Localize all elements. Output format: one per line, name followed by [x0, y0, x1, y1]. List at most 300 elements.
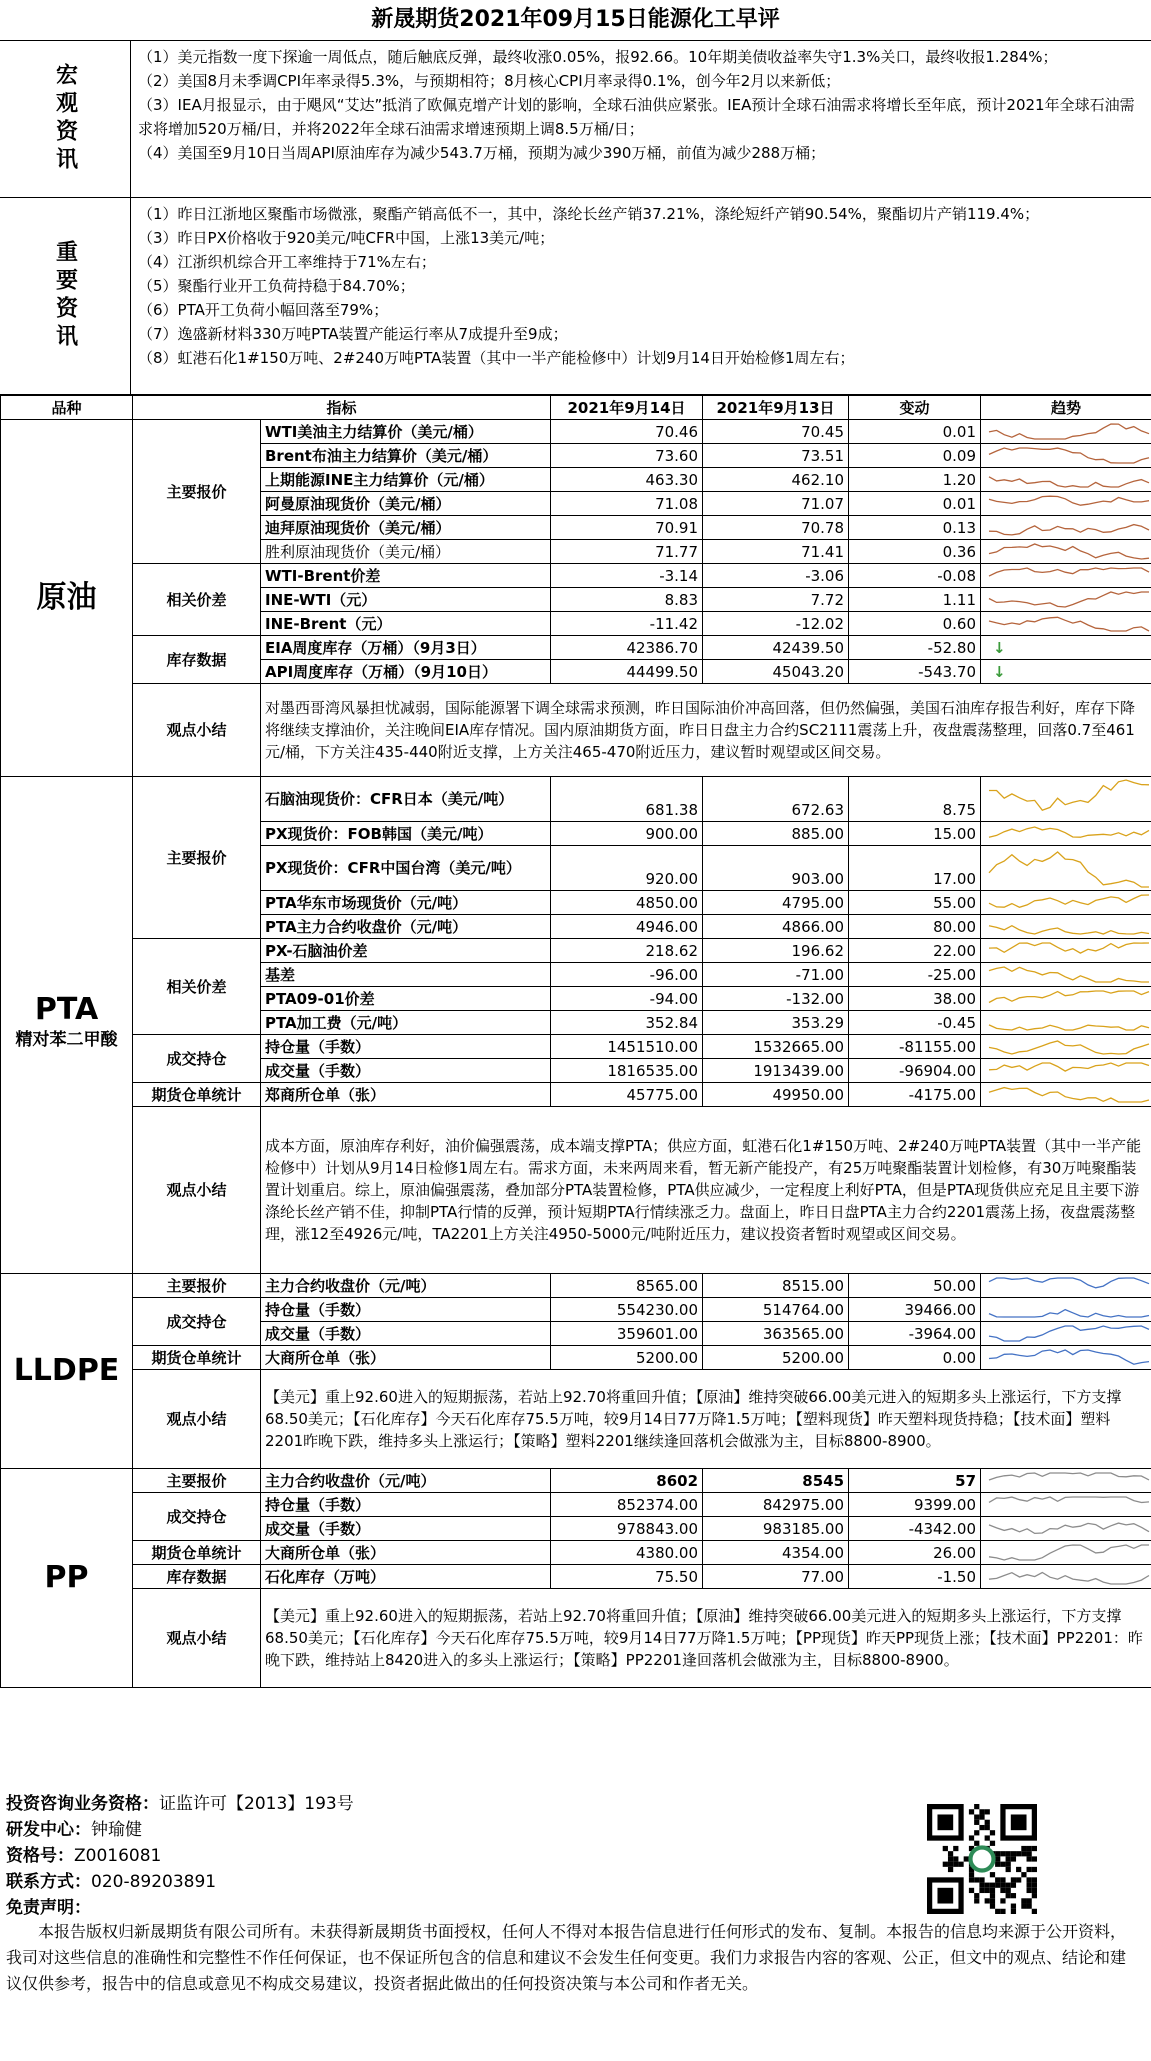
down-arrow-icon: ↓	[993, 662, 1006, 681]
table-row	[1, 1298, 1151, 1322]
change-cell: -4175.00	[849, 1083, 981, 1107]
value-cell: 1816535.00	[551, 1059, 703, 1083]
trend-cell	[981, 540, 1151, 564]
trend-line	[989, 1278, 1149, 1288]
view-label: 观点小结	[133, 1589, 261, 1688]
value-cell: -11.42	[551, 612, 703, 636]
value-cell: 363565.00	[703, 1322, 849, 1346]
category-cell: 库存数据	[133, 1565, 261, 1589]
category-cell: 库存数据	[133, 636, 261, 684]
trend-line	[989, 477, 1149, 487]
indicator-cell: 持仓量（手数）	[261, 1493, 551, 1517]
trend-line	[989, 1063, 1149, 1071]
macro-news-block	[0, 41, 1151, 198]
change-cell: 0.01	[849, 420, 981, 444]
trend-sparkline	[985, 846, 1151, 890]
category-cell: 主要报价	[133, 777, 261, 939]
trend-line	[989, 943, 1149, 953]
change-cell: 15.00	[849, 822, 981, 846]
change-cell: 50.00	[849, 1274, 981, 1298]
change-cell: 8.75	[849, 777, 981, 822]
value-cell: 45043.20	[703, 660, 849, 684]
macro-news-item: （1）美元指数一度下探逾一周低点，随后触底反弹，最终收涨0.05%，报92.66。10年期美债收益率失守1.3%关口，最终收报1.284%；	[138, 48, 1058, 66]
indicator-cell: 主力合约收盘价（元/吨）	[261, 1469, 551, 1493]
trend-line	[989, 525, 1149, 535]
trend-line	[989, 496, 1149, 505]
down-arrow-icon: ↓	[993, 638, 1006, 657]
trend-sparkline	[985, 777, 1151, 821]
trend-cell	[981, 1322, 1151, 1346]
indicator-cell: 持仓量（手数）	[261, 1298, 551, 1322]
change-cell: -543.70	[849, 660, 981, 684]
qr-code-icon	[927, 1804, 1037, 1914]
value-cell: -94.00	[551, 987, 703, 1011]
product-name: PP	[44, 1560, 89, 1595]
table-row	[1, 777, 1151, 822]
indicator-cell: 大商所仓单（张）	[261, 1346, 551, 1370]
cert-value: Z0016081	[74, 1846, 162, 1866]
value-cell: 70.45	[703, 420, 849, 444]
trend-sparkline	[985, 1566, 1151, 1587]
trend-sparkline	[985, 1299, 1151, 1320]
important-news-item: （5）聚酯行业开工负荷持稳于84.70%；	[138, 277, 415, 295]
trend-cell	[981, 822, 1151, 846]
view-row	[1, 1370, 1151, 1469]
trend-line	[989, 1025, 1149, 1030]
center-value: 钟瑜健	[91, 1820, 142, 1840]
indicator-cell: WTI美油主力结算价（美元/桶）	[261, 420, 551, 444]
product-name: PTA	[34, 992, 99, 1027]
category-cell: 期货仓单统计	[133, 1346, 261, 1370]
value-cell: 70.91	[551, 516, 703, 540]
change-cell: 80.00	[849, 915, 981, 939]
trend-line	[989, 544, 1149, 559]
trend-cell	[981, 987, 1151, 1011]
trend-cell	[981, 444, 1151, 468]
trend-cell	[981, 612, 1151, 636]
trend-sparkline	[985, 1518, 1151, 1539]
macro-news-label: 宏观资讯	[52, 63, 78, 175]
value-cell: 5200.00	[551, 1346, 703, 1370]
value-cell: 42386.70	[551, 636, 703, 660]
trend-line	[989, 1350, 1149, 1364]
table-row	[1, 420, 1151, 444]
value-cell: 983185.00	[703, 1517, 849, 1541]
trend-sparkline	[985, 1084, 1151, 1105]
trend-sparkline	[985, 613, 1151, 634]
trend-cell	[981, 915, 1151, 939]
trend-cell	[981, 1035, 1151, 1059]
table-row	[1, 564, 1151, 588]
value-cell: -132.00	[703, 987, 849, 1011]
indicator-cell: INE-WTI（元）	[261, 588, 551, 612]
trend-sparkline	[985, 1275, 1151, 1296]
value-cell: 49950.00	[703, 1083, 849, 1107]
important-news-item: （6）PTA开工负荷小幅回落至79%；	[138, 301, 389, 319]
trend-line	[989, 991, 1149, 1003]
trend-sparkline	[985, 892, 1151, 913]
value-cell: 218.62	[551, 939, 703, 963]
change-cell: 1.20	[849, 468, 981, 492]
value-cell: 4354.00	[703, 1541, 849, 1565]
trend-cell	[981, 1298, 1151, 1322]
table-row	[1, 1035, 1151, 1059]
change-cell: 0.09	[849, 444, 981, 468]
value-cell: 920.00	[551, 846, 703, 891]
report-title: 新晟期货2021年09月15日能源化工早评	[0, 0, 1151, 41]
change-cell: 22.00	[849, 939, 981, 963]
value-cell: -12.02	[703, 612, 849, 636]
value-cell: -71.00	[703, 963, 849, 987]
trend-cell	[981, 1565, 1151, 1589]
center-label: 研发中心：	[6, 1820, 91, 1840]
trend-cell	[981, 1083, 1151, 1107]
important-news-label: 重要资讯	[52, 240, 78, 352]
indicator-cell: WTI-Brent价差	[261, 564, 551, 588]
product-cell	[1, 1469, 133, 1688]
data-table	[0, 395, 1151, 1688]
product-cell	[1, 1274, 133, 1469]
indicator-cell: 郑商所仓单（张）	[261, 1083, 551, 1107]
trend-sparkline	[985, 1347, 1151, 1368]
trend-cell	[981, 1469, 1151, 1493]
trend-line	[989, 827, 1149, 837]
indicator-cell: 主力合约收盘价（元/吨）	[261, 1274, 551, 1298]
important-news-item: （7）逸盛新材料330万吨PTA装置产能运行率从7成提升至9成；	[138, 325, 568, 343]
indicator-cell: 胜利原油现货价（美元/桶）	[261, 540, 551, 564]
table-row	[1, 1565, 1151, 1589]
product-name: LLDPE	[13, 1353, 120, 1388]
value-cell: 70.78	[703, 516, 849, 540]
change-cell: 0.13	[849, 516, 981, 540]
trend-sparkline	[985, 445, 1151, 466]
table-row	[1, 1274, 1151, 1298]
trend-cell	[981, 468, 1151, 492]
value-cell: 71.41	[703, 540, 849, 564]
value-cell: 75.50	[551, 1565, 703, 1589]
indicator-cell: 基差	[261, 963, 551, 987]
trend-sparkline	[985, 565, 1151, 586]
trend-cell	[981, 588, 1151, 612]
footer	[0, 1792, 1151, 2061]
disclaimer-label: 免责声明：	[6, 1898, 91, 1918]
indicator-cell: 持仓量（手数）	[261, 1035, 551, 1059]
change-cell: 0.01	[849, 492, 981, 516]
category-cell: 相关价差	[133, 939, 261, 1035]
trend-cell	[981, 420, 1151, 444]
trend-sparkline	[985, 1470, 1151, 1491]
change-cell: 1.11	[849, 588, 981, 612]
value-cell: 8565.00	[551, 1274, 703, 1298]
indicator-cell: PTA主力合约收盘价（元/吨）	[261, 915, 551, 939]
value-cell: 8515.00	[703, 1274, 849, 1298]
trend-line	[989, 852, 1149, 887]
value-cell: 1913439.00	[703, 1059, 849, 1083]
value-cell: 359601.00	[551, 1322, 703, 1346]
indicator-cell: 成交量（手数）	[261, 1322, 551, 1346]
header-date2: 2021年9月13日	[703, 396, 849, 420]
indicator-cell: 成交量（手数）	[261, 1517, 551, 1541]
value-cell: -96.00	[551, 963, 703, 987]
change-cell: 39466.00	[849, 1298, 981, 1322]
change-cell: -25.00	[849, 963, 981, 987]
change-cell: -0.08	[849, 564, 981, 588]
trend-cell	[981, 1517, 1151, 1541]
license-value: 证监许可【2013】193号	[159, 1794, 354, 1814]
category-cell: 期货仓单统计	[133, 1541, 261, 1565]
indicator-cell: 上期能源INE主力结算价（元/桶）	[261, 468, 551, 492]
trend-cell	[981, 660, 1151, 684]
header-date1: 2021年9月14日	[551, 396, 703, 420]
change-cell: 38.00	[849, 987, 981, 1011]
trend-cell	[981, 1274, 1151, 1298]
indicator-cell: 大商所仓单（张）	[261, 1541, 551, 1565]
macro-news-item: （2）美国8月未季调CPI年率录得5.3%，与预期相符；8月核心CPI月率录得0.1%，创今年2月以来新低；	[138, 72, 841, 90]
macro-news-item: （4）美国至9月10日当周API原油库存为减少543.7万桶，预期为减少390万桶，前值为减少288万桶；	[138, 144, 826, 162]
indicator-cell: PTA加工费（元/吨）	[261, 1011, 551, 1035]
value-cell: 73.60	[551, 444, 703, 468]
value-cell: 900.00	[551, 822, 703, 846]
value-cell: 8545	[703, 1469, 849, 1493]
table-row	[1, 1469, 1151, 1493]
trend-cell	[981, 1059, 1151, 1083]
trend-sparkline	[985, 1060, 1151, 1081]
view-label: 观点小结	[133, 1370, 261, 1469]
category-cell: 主要报价	[133, 420, 261, 564]
value-cell: 352.84	[551, 1011, 703, 1035]
trend-sparkline	[985, 517, 1151, 538]
indicator-cell: PX-石脑油价差	[261, 939, 551, 963]
change-cell: 57	[849, 1469, 981, 1493]
value-cell: 1451510.00	[551, 1035, 703, 1059]
trend-cell	[981, 1346, 1151, 1370]
header-product: 品种	[1, 396, 133, 420]
important-news-content	[132, 198, 1147, 374]
category-cell: 成交持仓	[133, 1298, 261, 1346]
trend-sparkline	[985, 940, 1151, 961]
trend-sparkline	[985, 1036, 1151, 1057]
value-cell: 353.29	[703, 1011, 849, 1035]
change-cell: 0.00	[849, 1346, 981, 1370]
product-cell	[1, 420, 133, 777]
value-cell: 4866.00	[703, 915, 849, 939]
trend-line	[989, 895, 1149, 907]
trend-line	[989, 1497, 1149, 1503]
trend-line	[989, 780, 1149, 810]
indicator-cell: PTA华东市场现货价（元/吨）	[261, 891, 551, 915]
trend-sparkline	[985, 916, 1151, 937]
category-cell: 成交持仓	[133, 1035, 261, 1083]
value-cell: 681.38	[551, 777, 703, 822]
change-cell: -52.80	[849, 636, 981, 660]
view-summary: 【美元】重上92.60进入的短期振荡，若站上92.70将重回升值；【原油】维持突破66.00美元进入的短期多头上涨运行，下方支撑68.50美元；【石化库存】今天石化库存75.5万吨，较9月14日77万降1.5万吨；【PP现货】昨天PP现货上涨；【技术面】PP2201：昨晚下跌，维持站上8420进入的多头上涨运行；【策略】PP2201逢回落机会做涨为主，目标8800-8900。	[261, 1589, 1151, 1688]
trend-line	[989, 424, 1149, 439]
indicator-cell: PTA09-01价差	[261, 987, 551, 1011]
value-cell: 978843.00	[551, 1517, 703, 1541]
value-cell: 42439.50	[703, 636, 849, 660]
table-row	[1, 636, 1151, 660]
macro-news-item: （3）IEA月报显示，由于飓风“艾达”抵消了欧佩克增产计划的影响，全球石油供应紧张。IEA预计全球石油需求将增长至年底，预计2021年全球石油需求将增加520万桶/日，并将2022年全球石油需求增速预期上调8.5万桶/日；	[138, 96, 1135, 138]
trend-sparkline	[985, 823, 1151, 844]
value-cell: 885.00	[703, 822, 849, 846]
trend-sparkline	[985, 589, 1151, 610]
value-cell: 44499.50	[551, 660, 703, 684]
value-cell: 463.30	[551, 468, 703, 492]
trend-cell	[981, 636, 1151, 660]
view-row	[1, 684, 1151, 777]
trend-cell	[981, 1541, 1151, 1565]
change-cell: 0.60	[849, 612, 981, 636]
value-cell: 45775.00	[551, 1083, 703, 1107]
change-cell: 9399.00	[849, 1493, 981, 1517]
table-row	[1, 1083, 1151, 1107]
indicator-cell: 迪拜原油现货价（美元/桶）	[261, 516, 551, 540]
trend-cell	[981, 564, 1151, 588]
value-cell: -3.14	[551, 564, 703, 588]
value-cell: 514764.00	[703, 1298, 849, 1322]
view-summary: 成本方面，原油库存利好，油价偏强震荡，成本端支撑PTA；供应方面，虹港石化1#150万吨、2#240万吨PTA装置（其中一半产能检修中）计划从9月14日检修1周左右。需求方面，未来两周来看，暂无新产能投产，有25万吨聚酯装置计划检修，有30万吨聚酯装置计划重启。综上，原油偏强震荡，叠加部分PTA装置检修，PTA供应减少，一定程度上利好PTA，但是PTA现货供应充足且主要下游涤纶长丝产销不佳，抑制PTA行情的反弹，预计短期PTA行情续涨乏力。盘面上，昨日日盘PTA主力合约2201震荡上扬，夜盘震荡整理，涨12至4926元/吨，TA2201上方关注4950-5000元/吨附近压力，建议投资者暂时观望或区间交易。	[261, 1107, 1151, 1274]
indicator-cell: 石脑油现货价：CFR日本（美元/吨）	[261, 777, 551, 822]
trend-sparkline	[985, 1323, 1151, 1344]
change-cell: 0.36	[849, 540, 981, 564]
header-trend: 趋势	[981, 396, 1151, 420]
value-cell: 554230.00	[551, 1298, 703, 1322]
view-summary: 【美元】重上92.60进入的短期振荡，若站上92.70将重回升值；【原油】维持突破66.00美元进入的短期多头上涨运行，下方支撑68.50美元；【石化库存】今天石化库存75.5万吨，较9月14日77万降1.5万吨；【塑料现货】昨天塑料现货持稳；【技术面】塑料2201昨晚下跌，维持多头上涨运行；【策略】塑料2201继续逢回落机会做涨为主，目标8800-8900。	[261, 1370, 1151, 1469]
change-cell: -4342.00	[849, 1517, 981, 1541]
value-cell: 852374.00	[551, 1493, 703, 1517]
trend-cell	[981, 891, 1151, 915]
view-label: 观点小结	[133, 1107, 261, 1274]
value-cell: 672.63	[703, 777, 849, 822]
table-header-row	[1, 396, 1151, 420]
trend-line	[989, 1041, 1149, 1054]
indicator-cell: PX现货价：CFR中国台湾（美元/吨）	[261, 846, 551, 891]
trend-line	[989, 568, 1149, 576]
trend-sparkline	[985, 988, 1151, 1009]
value-cell: 903.00	[703, 846, 849, 891]
category-cell: 主要报价	[133, 1469, 261, 1493]
indicator-cell: 成交量（手数）	[261, 1059, 551, 1083]
product-cell	[1, 777, 133, 1274]
category-cell: 期货仓单统计	[133, 1083, 261, 1107]
value-cell: -3.06	[703, 564, 849, 588]
view-summary: 对墨西哥湾风暴担忧减弱，国际能源署下调全球需求预测，昨日国际油价冲高回落，但仍然偏强，美国石油库存报告利好，库存下降将继续支撑油价，关注晚间EIA库存情况。国内原油期货方面，昨日日盘主力合约SC2111震荡上升，夜盘震荡整理，回落0.7至461元/桶，下方关注435-440附近支撑，上方关注465-470附近压力，建议暂时观望或区间交易。	[261, 684, 1151, 777]
macro-news-content	[132, 41, 1147, 169]
trend-line	[989, 1473, 1149, 1480]
trend-sparkline	[985, 469, 1151, 490]
value-cell: 5200.00	[703, 1346, 849, 1370]
value-cell: 462.10	[703, 468, 849, 492]
indicator-cell: 石化库存（万吨）	[261, 1565, 551, 1589]
trend-line	[989, 1310, 1149, 1317]
trend-line	[989, 617, 1149, 631]
value-cell: 1532665.00	[703, 1035, 849, 1059]
value-cell: 7.72	[703, 588, 849, 612]
indicator-cell: API周度库存（万桶）（9月10日）	[261, 660, 551, 684]
trend-cell	[981, 516, 1151, 540]
trend-sparkline	[985, 493, 1151, 514]
important-news-block	[0, 198, 1151, 395]
indicator-cell: 阿曼原油现货价（美元/桶）	[261, 492, 551, 516]
indicator-cell: EIA周度库存（万桶）（9月3日）	[261, 636, 551, 660]
value-cell: 4795.00	[703, 891, 849, 915]
view-row	[1, 1589, 1151, 1688]
change-cell: -96904.00	[849, 1059, 981, 1083]
value-cell: 73.51	[703, 444, 849, 468]
license-label: 投资咨询业务资格：	[6, 1794, 159, 1814]
category-cell: 主要报价	[133, 1274, 261, 1298]
change-cell: -1.50	[849, 1565, 981, 1589]
change-cell: -0.45	[849, 1011, 981, 1035]
value-cell: 71.08	[551, 492, 703, 516]
change-cell: 26.00	[849, 1541, 981, 1565]
view-label: 观点小结	[133, 684, 261, 777]
important-news-item: （8）虹港石化1#150万吨、2#240万吨PTA装置（其中一半产能检修中）计划9月14日开始检修1周左右；	[138, 349, 855, 367]
disclaimer-text: 本报告版权归新晟期货有限公司所有。未获得新晟期货书面授权，任何人不得对本报告信息进行任何形式的发布、复制。本报告的信息均来源于公开资料，我司对这些信息的准确性和完整性不作任何保证，也不保证所包含的信息和建议不会发生任何变更。我们力求报告内容的客观、公正，但文中的观点、结论和建议仅供参考，报告中的信息或意见不构成交易建议，投资者据此做出的任何投资决策与本公司和作者无关。	[6, 1922, 1127, 1993]
value-cell: 4946.00	[551, 915, 703, 939]
change-cell: 17.00	[849, 846, 981, 891]
important-news-item: （3）昨日PX价格收于920美元/吨CFR中国，上涨13美元/吨；	[138, 229, 555, 247]
trend-sparkline	[985, 1542, 1151, 1563]
product-subname: 精对苯二甲酸	[15, 1030, 118, 1050]
trend-line	[989, 1088, 1149, 1102]
trend-line	[989, 1545, 1149, 1560]
value-cell: 77.00	[703, 1565, 849, 1589]
trend-cell	[981, 777, 1151, 822]
value-cell: 70.46	[551, 420, 703, 444]
trend-line	[989, 1523, 1149, 1533]
trend-cell	[981, 846, 1151, 891]
indicator-cell: Brent布油主力结算价（美元/桶）	[261, 444, 551, 468]
header-indicator: 指标	[133, 396, 551, 420]
trend-line	[989, 926, 1149, 934]
trend-cell	[981, 1011, 1151, 1035]
trend-line	[989, 592, 1149, 607]
contact-value: 020-89203891	[91, 1872, 217, 1892]
table-row	[1, 1541, 1151, 1565]
value-cell: 4380.00	[551, 1541, 703, 1565]
trend-cell	[981, 1493, 1151, 1517]
indicator-cell: INE-Brent（元）	[261, 612, 551, 636]
value-cell: 8.83	[551, 588, 703, 612]
category-cell: 相关价差	[133, 564, 261, 636]
trend-line	[989, 1326, 1149, 1341]
value-cell: 71.07	[703, 492, 849, 516]
header-change: 变动	[849, 396, 981, 420]
important-news-item: （1）昨日江浙地区聚酯市场微涨，聚酯产销高低不一，其中，涤纶长丝产销37.21%，涤纶短纤产销90.54%，聚酯切片产销119.4%；	[138, 205, 1040, 223]
trend-sparkline	[985, 541, 1151, 562]
change-cell: 55.00	[849, 891, 981, 915]
important-news-item: （4）江浙织机综合开工率维持于71%左右；	[138, 253, 436, 271]
product-name: 原油	[36, 580, 97, 615]
trend-sparkline	[985, 1012, 1151, 1033]
trend-cell	[981, 492, 1151, 516]
view-row	[1, 1107, 1151, 1274]
trend-line	[989, 448, 1149, 463]
trend-sparkline	[985, 421, 1151, 442]
table-row	[1, 1493, 1151, 1517]
trend-sparkline	[985, 964, 1151, 985]
trend-cell	[981, 963, 1151, 987]
table-row	[1, 939, 1151, 963]
trend-cell	[981, 939, 1151, 963]
indicator-cell: PX现货价：FOB韩国（美元/吨）	[261, 822, 551, 846]
value-cell: 71.77	[551, 540, 703, 564]
cert-label: 资格号：	[6, 1846, 74, 1866]
trend-line	[989, 1573, 1149, 1585]
value-cell: 4850.00	[551, 891, 703, 915]
trend-line	[989, 967, 1149, 982]
